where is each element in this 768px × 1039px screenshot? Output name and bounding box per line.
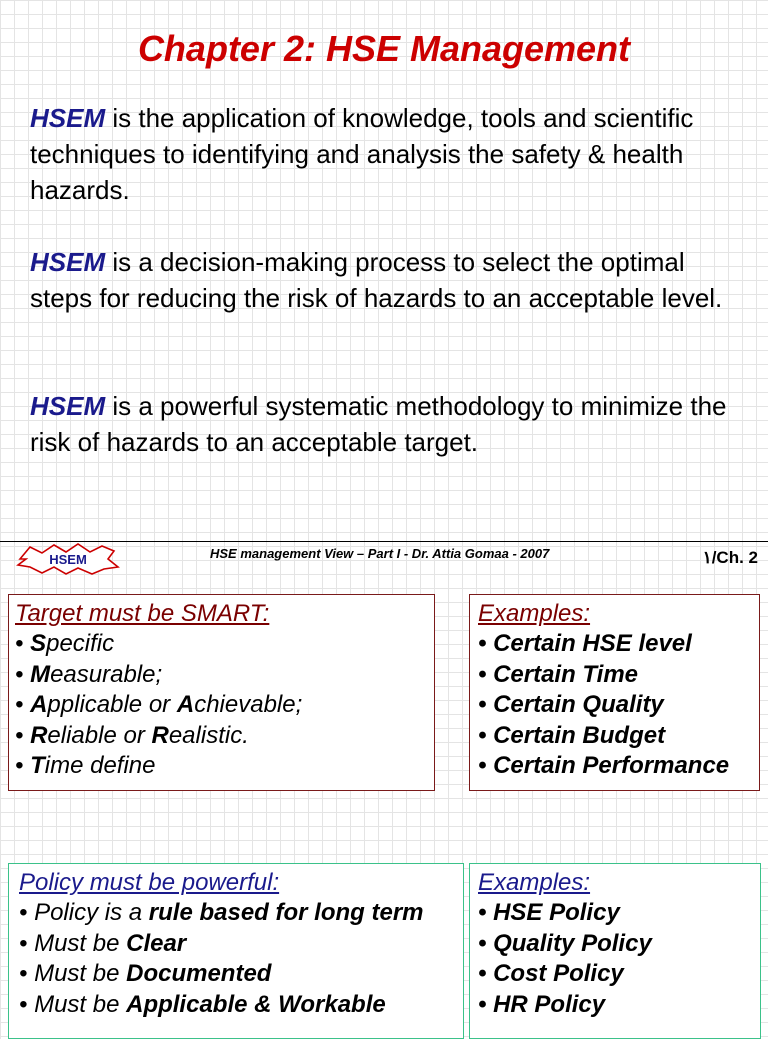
list-item: • Certain Performance <box>478 752 730 779</box>
smart-heading: Target must be SMART: <box>15 600 270 627</box>
list-item: • HR Policy <box>478 990 606 1018</box>
list-item: • Quality Policy <box>478 929 652 957</box>
keyword-hsem: HSEM <box>30 391 106 421</box>
logo-text: HSEM <box>49 552 87 567</box>
list-item: • Applicable or Achievable; <box>15 691 303 718</box>
list-item: • Must be Applicable & Workable <box>19 990 386 1018</box>
page-title: Chapter 2: HSE Management <box>137 28 631 69</box>
list-item: • HSE Policy <box>478 899 620 926</box>
policy-box <box>8 863 464 1039</box>
list-item: • Policy is a rule based for long term <box>19 899 424 926</box>
policy-heading: Policy must be powerful: <box>19 869 280 896</box>
hsem-logo <box>16 543 120 575</box>
paragraph-text: is the application of knowledge, tools and scientific techniques to identifying and analysis the safety & health hazards. <box>30 103 694 205</box>
keyword-hsem: HSEM <box>30 103 106 133</box>
list-item: • Time define <box>15 752 156 779</box>
list-item: • Certain Budget <box>478 721 666 749</box>
list-item: • Certain HSE level <box>478 630 692 657</box>
examples-heading: Examples: <box>478 600 591 627</box>
list-item: • Certain Time <box>478 660 639 688</box>
policy-list <box>19 898 463 1020</box>
list-item: • Must be Clear <box>19 929 187 957</box>
paragraph-text: is a powerful systematic methodology to minimize the risk of hazards to an acceptable target. <box>30 391 727 457</box>
smart-target-box <box>8 594 435 791</box>
intro-paragraph-1 <box>30 100 750 208</box>
examples-list <box>478 898 760 1020</box>
list-item: • Must be Documented <box>19 960 272 987</box>
list-item: • Specific <box>15 630 115 657</box>
examples-box-targets <box>469 594 760 791</box>
page-number: ١/Ch. 2 <box>702 548 758 567</box>
footer-caption: HSE management View – Part I - Dr. Attia Gomaa - 2007 <box>210 546 550 561</box>
list-item: • Cost Policy <box>478 960 624 987</box>
examples-heading: Examples: <box>478 869 591 896</box>
list-item: • Reliable or Realistic. <box>15 721 249 749</box>
paragraph-text: is a decision-making process to select the optimal steps for reducing the risk of hazards to an acceptable level. <box>30 247 723 313</box>
intro-paragraph-2 <box>30 244 750 316</box>
list-item: • Certain Quality <box>478 691 664 718</box>
smart-list <box>15 629 434 782</box>
list-item: • Measurable; <box>15 660 163 688</box>
footer-divider <box>0 541 768 542</box>
examples-box-policies <box>469 863 761 1039</box>
keyword-hsem: HSEM <box>30 247 106 277</box>
examples-list <box>478 629 759 782</box>
intro-paragraph-3 <box>30 388 750 460</box>
